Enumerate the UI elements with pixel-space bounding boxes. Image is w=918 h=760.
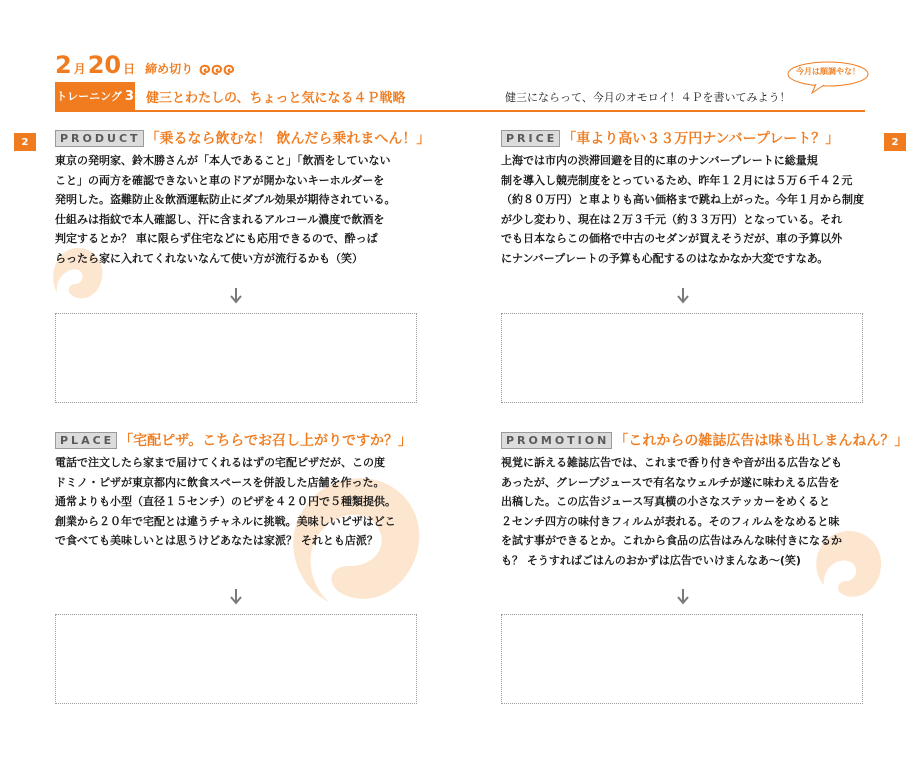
- body-line: こと」の両方を確認できないと車のドアが開かないキーホルダーを: [55, 173, 385, 187]
- training-tag-number: 3: [124, 88, 134, 104]
- answer-box-price[interactable]: [501, 313, 863, 403]
- section-heading-price: [501, 128, 839, 148]
- deadline-day-unit: 日: [123, 62, 136, 76]
- arrow-down-icon: [230, 589, 242, 605]
- body-line: でも日本ならこの価格で中古のセダンが買えそうだが、車の予算以外: [501, 232, 843, 246]
- training-tag-label: トレーニング: [56, 90, 122, 103]
- section-heading-product: [55, 128, 430, 148]
- body-line: 上海では市内の渋滞回避を目的に車のナンバープレートに総量規: [501, 154, 818, 167]
- body-line: 創業から２０年で宅配とは違うチャネルに挑戦。美味しいピザはどこ: [55, 514, 396, 528]
- body-line: 出稿した。この広告ジュース写真横の小さなステッカーをめくると: [501, 495, 831, 509]
- swirl-icon: [199, 64, 211, 76]
- page-number-right: 2: [884, 133, 906, 151]
- answer-box-place[interactable]: [55, 614, 417, 704]
- arrow-down-icon: [230, 288, 242, 304]
- page-number-left: 2: [14, 133, 36, 151]
- keyword-label: PROMOTION: [501, 432, 612, 449]
- section-title: 「車より高い３３万円ナンバープレート？」: [562, 131, 840, 147]
- deadline-month: 2: [55, 51, 72, 79]
- deadline-day: 20: [87, 51, 122, 79]
- body-line: 仕組みは指紋で本人確認し、汗に含まれるアルコール濃度で飲酒を: [55, 212, 385, 226]
- training-title: 健三とわたしの、ちょっと気になる４Ｐ戦略: [146, 91, 406, 106]
- keyword-label: PLACE: [55, 432, 117, 449]
- section-body-place: [55, 453, 418, 551]
- section-body-promotion: [501, 453, 864, 571]
- swirl-icon: [211, 64, 223, 76]
- body-line: らったら家に入れてくれないなんて使い方が流行るかも（笑）: [55, 251, 363, 265]
- body-line: 判定するとか？ 車に限らず住宅などにも応用できるので、酔っぱ: [55, 232, 378, 246]
- swirls: [199, 64, 235, 76]
- body-line: （約８０万円）と車よりも高い価格まで跳ね上がった。今年１月から制度: [501, 193, 864, 207]
- section-title: 「宅配ピザ。こちらでお召し上がりですか？」: [119, 433, 413, 449]
- speech-bubble-text: 今月は順調やな！: [796, 67, 860, 76]
- body-line: 制を導入し競売制度をとっているため、昨年１２月には５万６千４２元: [501, 173, 853, 187]
- body-line: ドミノ・ピザが東京都内に飲食スペースを併設した店舗を作った。: [55, 475, 385, 489]
- training-banner: [55, 82, 865, 112]
- arrow-down-icon: [677, 589, 689, 605]
- body-line: 通常よりも小型（直径１５センチ）のピザを４２０円で５種類提供。: [55, 495, 396, 509]
- deadline-month-unit: 月: [73, 62, 86, 76]
- swirl-icon: [223, 64, 235, 76]
- section-heading-promotion: [501, 430, 908, 450]
- body-line: 視覚に訴える雑誌広告では、これまで香り付きや音が出る広告なども: [501, 456, 842, 469]
- section-body-price: [501, 151, 864, 269]
- body-line: が少し変わり、現在は２万３千元（約３３万円）となっている。それ: [501, 212, 842, 226]
- training-tag: [55, 82, 135, 110]
- section-title: 「これからの雑誌広告は味も出しまんねん？」: [614, 433, 909, 449]
- body-line: も？ そうすればごはんのおかずは広告でいけまんなあ〜(笑): [501, 553, 801, 567]
- body-line: にナンバープレートの予算も心配するのはなかなか大変ですなあ。: [501, 251, 829, 265]
- body-line: 発明した。盗難防止＆飲酒運転防止にダブル効果が期待されている。: [55, 193, 396, 207]
- arrow-down-icon: [677, 288, 689, 304]
- body-line: で食べても美味しいとは思うけどあなたは家派？ それとも店派？: [55, 534, 378, 548]
- body-line: を試す事ができるとか。これから食品の広告はみんな味付きになるか: [501, 534, 842, 548]
- deadline: [55, 48, 235, 78]
- answer-box-promotion[interactable]: [501, 614, 863, 704]
- body-line: ２センチ四方の味付きフィルムが表れる。そのフィルムをなめると味: [501, 514, 840, 528]
- training-note: 健三にならって、今月のオモロイ！４Ｐを書いてみよう！: [505, 91, 791, 104]
- body-line: あったが、グレープジュースで有名なウェルチが遂に味わえる広告を: [501, 475, 840, 489]
- body-line: 電話で注文したら家まで届けてくれるはずの宅配ピザだが、この度: [55, 456, 385, 469]
- section-body-product: [55, 151, 418, 269]
- body-line: 東京の発明家、鈴木勝さんが「本人であること」「飲酒をしていない: [55, 154, 391, 167]
- keyword-label: PRODUCT: [55, 130, 144, 147]
- section-heading-place: [55, 430, 412, 450]
- answer-box-product[interactable]: [55, 313, 417, 403]
- keyword-label: PRICE: [501, 130, 560, 147]
- deadline-label: 締め切り: [145, 62, 194, 76]
- section-title: 「乗るなら飲むな！ 飲んだら乗れまへん！」: [145, 131, 431, 147]
